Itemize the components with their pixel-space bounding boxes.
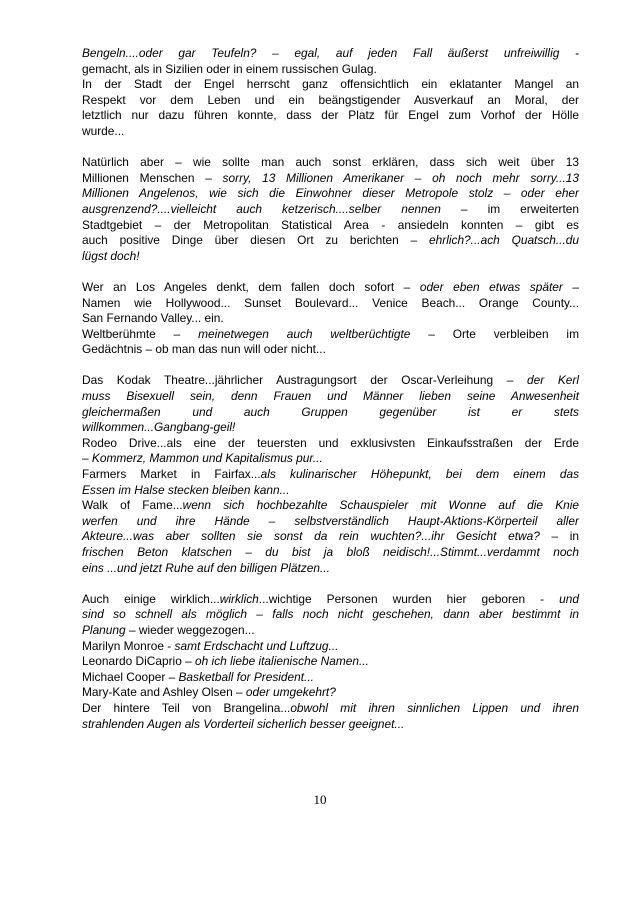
text-line xyxy=(82,592,579,608)
text-line xyxy=(82,607,579,623)
text-line xyxy=(82,529,579,545)
italic-text: eins ...und jetzt Ruhe auf den billigen Plätzen... xyxy=(82,560,330,575)
body-text: Rodeo Drive...als eine der teuersten und exklusivsten Einkaufsstraßen der Erde xyxy=(82,435,579,450)
text-line xyxy=(82,202,579,218)
text-line xyxy=(82,623,579,639)
italic-text: Planung xyxy=(82,622,126,637)
text-line xyxy=(82,389,579,405)
italic-text: als kulinarischer Höhepunkt, bei dem einem das xyxy=(260,467,580,482)
italic-text: Akteure...was aber sollten sie sonst da rein wuchten?...ihr Gesicht etwa? xyxy=(82,529,540,544)
italic-text: der Kerl xyxy=(527,373,579,388)
page-body xyxy=(82,46,579,748)
text-line xyxy=(82,451,579,467)
text-line xyxy=(82,296,579,312)
text-line xyxy=(82,171,579,187)
text-line xyxy=(82,218,579,234)
body-text: wurde... xyxy=(82,123,125,138)
text-line xyxy=(82,327,579,343)
body-text: Natürlich aber – wie sollte man auch sonst erklären, dass sich weit über 13 xyxy=(82,155,579,170)
text-line xyxy=(82,311,579,327)
body-text: ...wichtige Personen wurden hier geboren - xyxy=(258,591,560,606)
text-line xyxy=(82,685,579,701)
body-text: Respekt vor dem Leben und ein beängstigender Ausverkauf an Moral, der xyxy=(82,92,579,107)
italic-text: ausgrenzend?....vielleicht auch ketzerisch....selber nennen xyxy=(82,201,441,216)
body-text: Namen wie Hollywood... Sunset Boulevard... Venice Beach... Orange County... xyxy=(82,295,579,310)
text-line xyxy=(82,280,579,296)
italic-text: und xyxy=(559,591,579,606)
text-line xyxy=(82,670,579,686)
body-text: – im erweiterten xyxy=(440,201,579,216)
body-text: Weltberühmte – xyxy=(82,326,199,341)
body-text: – Orte verbleiben im xyxy=(410,326,579,341)
body-text: Marilyn Monroe - xyxy=(82,638,175,653)
italic-text: oder umgekehrt? xyxy=(245,685,336,700)
italic-text: oh ich liebe italienische Namen... xyxy=(195,654,369,669)
text-line xyxy=(82,483,579,499)
text-line xyxy=(82,233,579,249)
text-line xyxy=(82,420,579,436)
body-text: – wieder weggezogen... xyxy=(125,622,255,637)
italic-text: gleichermaßen und auch Gruppen gegenüber ist er stets xyxy=(82,404,579,419)
body-text: letztlich nur dazu führen konnte, dass der Platz für Engel zum Vorhof der Hölle xyxy=(82,108,579,123)
italic-text: wirklich xyxy=(219,591,259,606)
body-text: Millionen Menschen – xyxy=(82,170,223,185)
body-text: Stadtgebiet – der Metropolitan Statistical Area - ansiedeln konnten – gibt es xyxy=(82,217,579,232)
text-line xyxy=(82,436,579,452)
body-text: In der Stadt der Engel herrscht ganz offensichtlich ein eklatanter Mangel an xyxy=(82,77,579,92)
text-line xyxy=(82,701,579,717)
italic-text: frischen Beton klatschen – du bist ja bloß neidisch!...Stimmt...verdammt noch xyxy=(82,545,579,559)
text-line xyxy=(82,249,579,265)
body-text: Gedächtnis – ob man das nun will oder nicht... xyxy=(82,342,326,357)
italic-text: werfen und ihre Hände – selbstverständlich Haupt-Aktions-Körperteil aller xyxy=(82,513,579,528)
text-line xyxy=(82,373,579,389)
italic-text: Essen im Halse stecken bleiben kann... xyxy=(82,482,290,497)
italic-text: willkommen...Gangbang-geil! xyxy=(82,420,236,435)
italic-text: wenn sich hochbezahlte Schauspieler mit Wonne auf die Knie xyxy=(182,498,579,513)
body-text: Mary-Kate and Ashley Olsen – xyxy=(82,685,246,700)
text-line xyxy=(82,639,579,655)
body-text: auch positive Dinge über diesen Ort zu berichten – xyxy=(82,233,430,248)
italic-text: samt Erdschacht und Luftzug... xyxy=(174,638,339,653)
body-text: Wer an Los Angeles denkt, dem fallen doch sofort – xyxy=(82,279,420,294)
text-line xyxy=(82,717,579,733)
body-text: Walk of Fame... xyxy=(82,498,183,513)
italic-text: lügst doch! xyxy=(82,248,140,263)
italic-text: sind so schnell als möglich – falls noch nicht geschehen, dann aber bestimmt in xyxy=(82,607,579,622)
text-line xyxy=(82,108,579,124)
text-line xyxy=(82,186,579,202)
italic-text: Kommerz, Mammon und Kapitalismus pur... xyxy=(91,451,323,466)
text-line xyxy=(82,545,579,561)
italic-text: meinetwegen auch weltberüchtigte xyxy=(198,326,411,341)
paragraph xyxy=(82,592,579,732)
page-number: 10 xyxy=(313,792,327,807)
body-text: Farmers Market in Fairfax... xyxy=(82,467,261,482)
italic-text: ehrlich?...ach Quatsch...du xyxy=(429,233,579,248)
paragraph xyxy=(82,155,579,264)
body-text: – in xyxy=(539,529,579,544)
text-line xyxy=(82,561,579,577)
body-text: Der hintere Teil von Brangelina... xyxy=(82,700,291,715)
text-line xyxy=(82,155,579,171)
text-line xyxy=(82,124,579,140)
body-text: Michael Cooper – xyxy=(82,669,179,684)
text-line xyxy=(82,467,579,483)
paragraph xyxy=(82,46,579,140)
text-line xyxy=(82,93,579,109)
text-line xyxy=(82,62,579,78)
text-line xyxy=(82,77,579,93)
italic-text: muss Bisexuell sein, denn Frauen und Männer lieben seine Anwesenheit xyxy=(82,389,579,404)
text-line xyxy=(82,498,579,514)
body-text: gemacht, als in Sizilien oder in einem russischen Gulag. xyxy=(82,61,377,76)
text-line xyxy=(82,514,579,530)
body-text: Auch einige wirklich... xyxy=(82,591,220,606)
text-line xyxy=(82,405,579,421)
text-line xyxy=(82,342,579,358)
body-text: – xyxy=(82,451,92,466)
paragraph xyxy=(82,280,579,358)
italic-text: Millionen Angelenos, wie sich die Einwohner dieser Metropole stolz – oder eher xyxy=(82,186,579,201)
italic-text: Bengeln....oder gar Teufeln? – egal, auf jeden Fall äußerst unfreiwillig - xyxy=(82,46,579,60)
body-text: – xyxy=(562,279,579,294)
italic-text: sorry, 13 Millionen Amerikaner – oh noch mehr sorry...13 xyxy=(222,170,579,185)
body-text: San Fernando Valley... ein. xyxy=(82,311,224,326)
italic-text: oder eben etwas später xyxy=(419,279,563,294)
italic-text: strahlenden Augen als Vorderteil sicherlich besser geeignet... xyxy=(82,716,405,731)
italic-text: Basketball for President... xyxy=(178,669,314,684)
body-text: Das Kodak Theatre...jährlicher Austragungsort der Oscar-Verleihung – xyxy=(82,373,527,388)
paragraph xyxy=(82,373,579,576)
body-text: Leonardo DiCaprio – xyxy=(82,654,196,669)
text-line xyxy=(82,46,579,62)
italic-text: obwohl mit ihren sinnlichen Lippen und ihren xyxy=(290,700,579,715)
text-line xyxy=(82,654,579,670)
